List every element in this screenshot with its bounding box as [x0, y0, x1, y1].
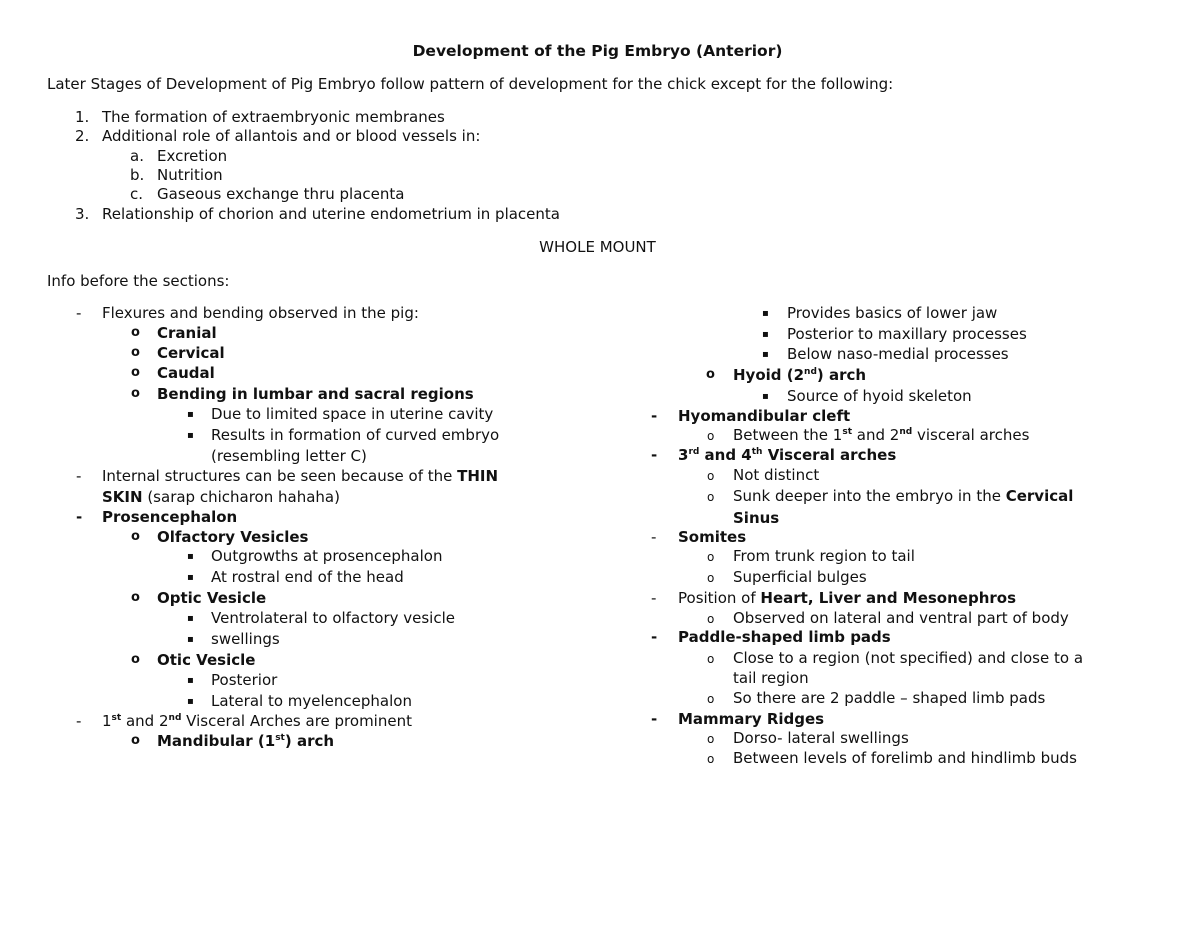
list-item: Somites — [678, 528, 747, 546]
circle-bullet: o — [131, 386, 140, 401]
list-item: Caudal — [157, 364, 215, 382]
list-item: Additional role of allantois and or blood vessels in: — [102, 127, 481, 145]
list-item: Prosencephalon — [102, 508, 238, 526]
list-item: Below naso-medial processes — [787, 345, 1009, 363]
superscript: st — [275, 733, 285, 743]
circle-bullet: o — [707, 692, 715, 706]
dash-bullet: - — [651, 589, 657, 607]
text: Sunk deeper into the embryo in the — [733, 487, 1006, 505]
list-item: At rostral end of the head — [211, 568, 404, 586]
text: (sarap chicharon hahaha) — [142, 488, 340, 506]
superscript: st — [111, 713, 122, 723]
circle-bullet: o — [131, 652, 140, 667]
text: ) arch — [816, 366, 867, 384]
circle-bullet: o — [707, 550, 715, 564]
circle-bullet: o — [131, 590, 140, 605]
square-bullet: ▪ — [187, 613, 194, 624]
list-item: So there are 2 paddle – shaped limb pads — [733, 689, 1046, 707]
list-item: swellings — [211, 630, 280, 648]
list-item: Dorso- lateral swellings — [733, 729, 909, 747]
circle-bullet: o — [131, 365, 140, 380]
list-item: Close to a region (not specified) and close to a — [733, 649, 1084, 667]
list-item: Provides basics of lower jaw — [787, 304, 998, 322]
list-item: Superficial bulges — [733, 568, 867, 586]
list-item-continued: tail region — [733, 669, 809, 687]
list-item: Ventrolateral to olfactory vesicle — [211, 609, 455, 627]
list-item — [733, 425, 1029, 445]
list-item: Source of hyoid skeleton — [787, 387, 972, 405]
list-item: Otic Vesicle — [157, 651, 256, 669]
superscript: nd — [804, 367, 817, 377]
dash-bullet: - — [651, 446, 658, 464]
list-item: Between levels of forelimb and hindlimb buds — [733, 749, 1077, 767]
list-item: Paddle-shaped limb pads — [678, 628, 891, 646]
list-number: 2. — [75, 127, 90, 145]
list-item: From trunk region to tail — [733, 547, 915, 565]
list-item: Results in formation of curved embryo — [211, 426, 500, 444]
list-number: 1. — [75, 108, 90, 126]
emphasis: THIN — [457, 467, 499, 485]
section-heading: WHOLE MOUNT — [539, 238, 656, 256]
circle-bullet: o — [131, 325, 140, 340]
dash-bullet: - — [651, 407, 658, 425]
list-letter: b. — [130, 166, 145, 184]
square-bullet: ▪ — [187, 634, 194, 645]
dash-bullet: - — [76, 304, 82, 322]
text: and 4 — [699, 446, 752, 464]
emphasis: Heart, Liver and Mesonephros — [760, 589, 1017, 607]
list-item: Outgrowths at prosencephalon — [211, 547, 443, 565]
list-item-continued: (resembling letter C) — [211, 447, 367, 465]
list-item: Due to limited space in uterine cavity — [211, 405, 494, 423]
list-item: Cervical — [157, 344, 225, 362]
circle-bullet: o — [707, 429, 715, 443]
dash-bullet: - — [76, 508, 83, 526]
list-item: Optic Vesicle — [157, 589, 267, 607]
circle-bullet: o — [707, 469, 715, 483]
text: Between the 1 — [733, 426, 843, 444]
list-item-continued: Sinus — [733, 509, 780, 527]
list-item-continued — [102, 487, 340, 507]
text: and 2 — [852, 426, 900, 444]
dash-bullet: - — [76, 712, 82, 730]
superscript: nd — [168, 713, 182, 723]
list-item — [678, 588, 1016, 608]
list-item: Relationship of chorion and uterine endometrium in placenta — [102, 205, 560, 223]
intro-text: Later Stages of Development of Pig Embryo follow pattern of development for the chick except for the following: — [47, 75, 894, 93]
text: Visceral Arches are prominent — [181, 712, 412, 730]
list-item: Excretion — [157, 147, 228, 165]
square-bullet: ▪ — [762, 391, 769, 402]
square-bullet: ▪ — [762, 349, 769, 360]
text: Mandibular (1 — [157, 732, 276, 750]
list-item — [102, 711, 412, 731]
page-title: Development of the Pig Embryo (Anterior) — [412, 42, 783, 60]
list-item: Gaseous exchange thru placenta — [157, 185, 405, 203]
square-bullet: ▪ — [187, 572, 194, 583]
list-item: Posterior — [211, 671, 278, 689]
text: 1 — [102, 712, 112, 730]
square-bullet: ▪ — [187, 409, 194, 420]
list-item — [157, 731, 334, 751]
list-item: Posterior to maxillary processes — [787, 325, 1027, 343]
square-bullet: ▪ — [187, 430, 194, 441]
superscript: nd — [899, 427, 913, 437]
info-heading: Info before the sections: — [47, 272, 230, 290]
list-item: Observed on lateral and ventral part of body — [733, 609, 1069, 627]
list-letter: a. — [130, 147, 144, 165]
text: 3 — [678, 446, 689, 464]
list-item — [678, 445, 896, 465]
superscript: st — [842, 427, 853, 437]
square-bullet: ▪ — [187, 551, 194, 562]
circle-bullet: o — [707, 571, 715, 585]
list-item: Flexures and bending observed in the pig: — [102, 304, 419, 322]
circle-bullet: o — [707, 652, 715, 666]
list-item: Hyomandibular cleft — [678, 407, 851, 425]
list-item: Nutrition — [157, 166, 223, 184]
emphasis: SKIN — [102, 488, 143, 506]
list-item — [733, 365, 866, 385]
square-bullet: ▪ — [187, 675, 194, 686]
text: Internal structures can be seen because of the — [102, 467, 458, 485]
circle-bullet: o — [131, 345, 140, 360]
list-item: Cranial — [157, 324, 217, 342]
list-item: The formation of extraembryonic membranes — [102, 108, 445, 126]
list-item: Not distinct — [733, 466, 820, 484]
list-number: 3. — [75, 205, 90, 223]
list-item: Lateral to myelencephalon — [211, 692, 412, 710]
list-item: Bending in lumbar and sacral regions — [157, 385, 474, 403]
list-letter: c. — [130, 185, 144, 203]
text: and 2 — [121, 712, 169, 730]
list-item — [733, 486, 1073, 506]
dash-bullet: - — [651, 710, 658, 728]
superscript: rd — [688, 447, 700, 457]
dash-bullet: - — [651, 528, 657, 546]
circle-bullet: o — [131, 529, 140, 544]
text: Position of — [678, 589, 761, 607]
text: Hyoid (2 — [733, 366, 805, 384]
circle-bullet: o — [707, 732, 715, 746]
square-bullet: ▪ — [762, 308, 769, 319]
superscript: th — [751, 447, 763, 457]
square-bullet: ▪ — [762, 329, 769, 340]
square-bullet: ▪ — [187, 696, 194, 707]
circle-bullet: o — [706, 367, 715, 382]
dash-bullet: - — [76, 467, 82, 485]
list-item — [102, 466, 498, 486]
dash-bullet: - — [651, 628, 658, 646]
text: Visceral arches — [762, 446, 897, 464]
text: visceral arches — [912, 426, 1030, 444]
circle-bullet: o — [131, 733, 140, 748]
circle-bullet: o — [707, 612, 715, 626]
list-item: Mammary Ridges — [678, 710, 825, 728]
emphasis: Cervical — [1005, 487, 1074, 505]
list-item: Olfactory Vesicles — [157, 528, 309, 546]
circle-bullet: o — [707, 490, 715, 504]
circle-bullet: o — [707, 752, 715, 766]
text: ) arch — [284, 732, 335, 750]
